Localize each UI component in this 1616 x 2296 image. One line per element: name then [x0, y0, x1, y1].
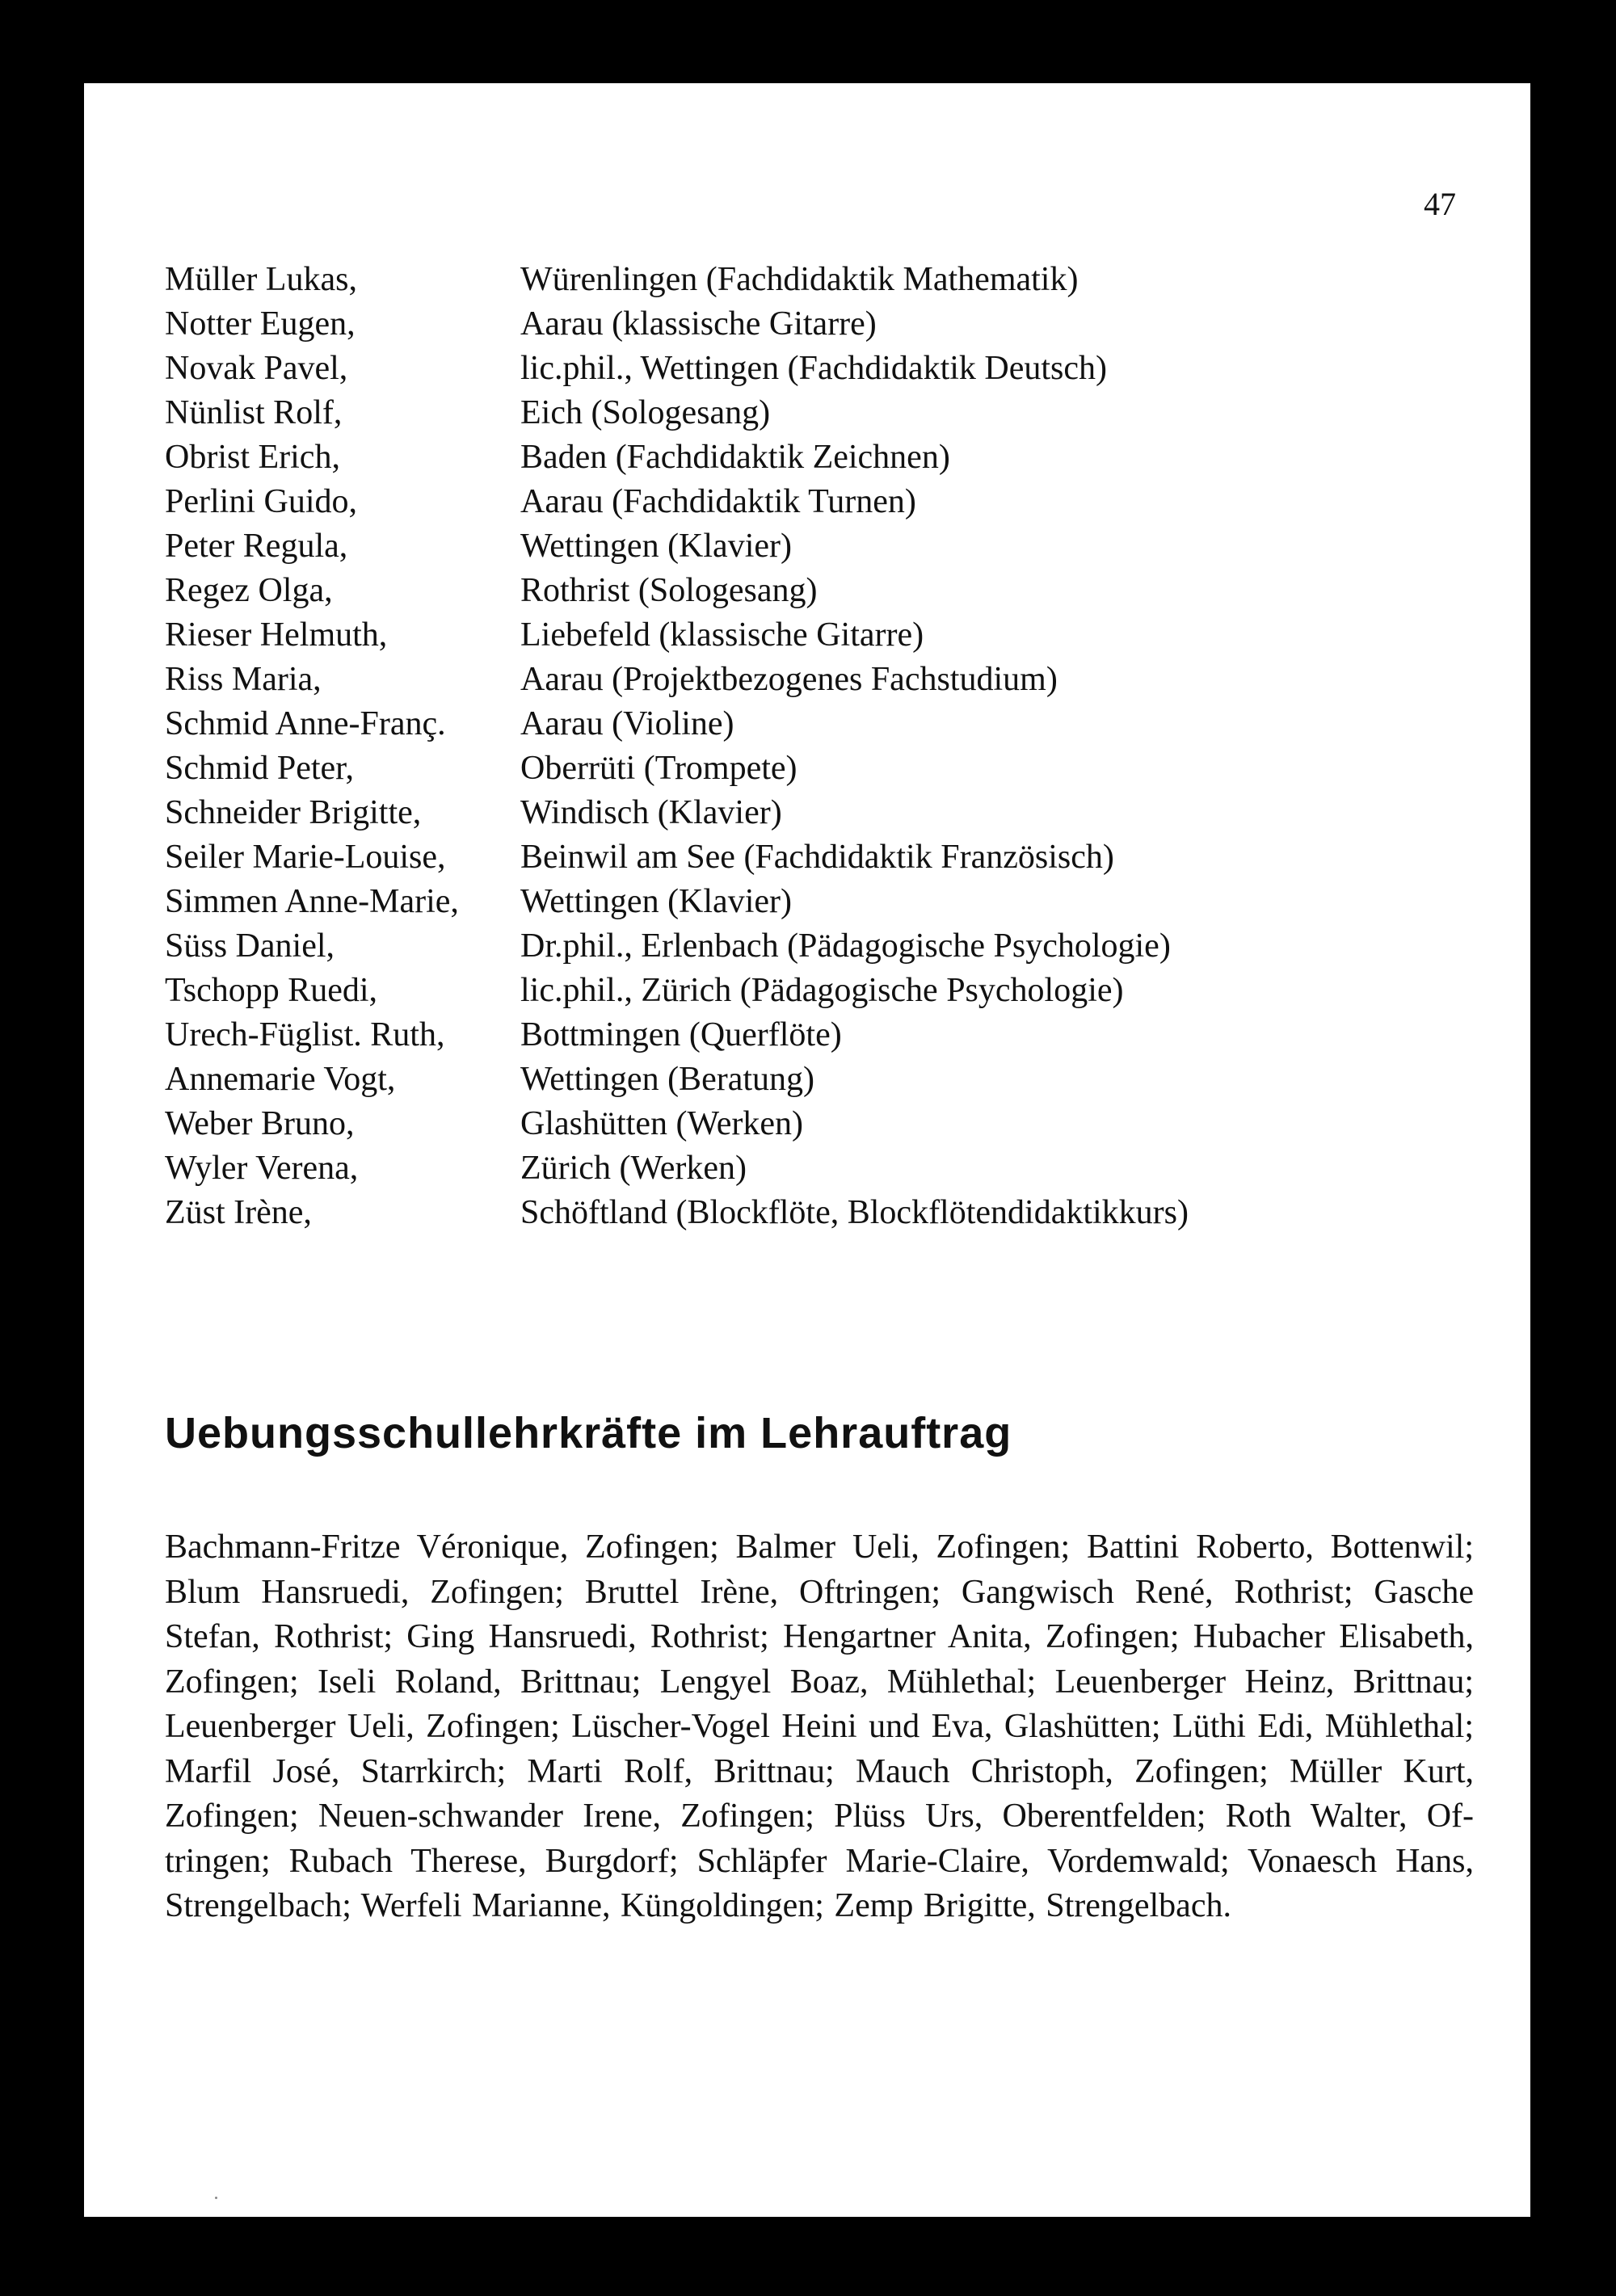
- roster-place: Aarau (Violine): [520, 704, 734, 742]
- roster-name: Urech-Füglist. Ruth,: [165, 1016, 445, 1053]
- roster-row: [165, 1101, 1474, 1146]
- roster-name: Schmid Anne-Franç.: [165, 704, 446, 742]
- document-page: [84, 83, 1530, 2217]
- page-number: 47: [1424, 186, 1456, 222]
- roster-place: Baden (Fachdidaktik Zeichnen): [520, 438, 950, 476]
- roster-row: [165, 612, 1474, 657]
- roster-row: [165, 746, 1474, 790]
- roster-name: Simmen Anne-Marie,: [165, 882, 459, 920]
- roster-row: [165, 835, 1474, 879]
- roster-name: Seiler Marie-Louise,: [165, 838, 446, 876]
- section-body: Bachmann-Fritze Véronique, Zofingen; Balmer Ueli, Zofingen; Battini Roberto, Bottenwil; Blum Hansruedi, Zofingen; Bruttel Irène, Oftringen; Gangwisch René, Rothrist; Gasche Stefan, Rothrist; Ging Hansruedi, Rothrist; Hengartner Anita, Zofingen; Hubacher Elisabeth, Zofingen; Iseli Roland, Brittnau; Lengyel Boaz, Mühlethal; Leuenberger Heinz, Brittnau; Leuenberger Ueli, Zofingen; Lüscher-Vogel Heini und Eva, Glashütten; Lüthi Edi, Mühlethal; Marfil José, Starrkirch; Marti Rolf, Brittnau; Mauch Christoph, Zofingen; Müller Kurt, Zofingen; Neuen-schwander Irene, Zofingen; Plüss Urs, Oberentfelden; Roth Walter, Of-tringen; Rubach Therese, Burgdorf; Schläpfer Marie-Claire, Vordemwald; Vonaesch Hans, Strengelbach; Werfeli Marianne, Küngoldingen; Zemp Brigitte, Strengelbach.: [165, 1529, 1474, 1924]
- roster-place: Liebefeld (klassische Gitarre): [520, 616, 924, 654]
- roster-place: Glashütten (Werken): [520, 1104, 803, 1142]
- roster-name: Süss Daniel,: [165, 927, 335, 965]
- roster-place: Aarau (Fachdidaktik Turnen): [520, 482, 916, 520]
- roster-row: [165, 346, 1474, 390]
- roster-row: [165, 1057, 1474, 1101]
- roster-place: Oberrüti (Trompete): [520, 749, 797, 787]
- roster-row: [165, 1190, 1474, 1234]
- roster-name: Novak Pavel,: [165, 349, 348, 387]
- roster-place: Aarau (klassische Gitarre): [520, 305, 877, 343]
- roster-row: [165, 968, 1474, 1012]
- roster-row: [165, 1012, 1474, 1057]
- roster-name: Wyler Verena,: [165, 1149, 359, 1187]
- roster-name: Rieser Helmuth,: [165, 616, 388, 654]
- roster-row: [165, 257, 1474, 301]
- roster-row: [165, 879, 1474, 923]
- roster-name: Perlini Guido,: [165, 482, 357, 520]
- roster-row: [165, 923, 1474, 968]
- roster-place: Beinwil am See (Fachdidaktik Französisch): [520, 838, 1114, 876]
- roster-row: [165, 701, 1474, 746]
- roster-name: Züst Irène,: [165, 1193, 312, 1231]
- roster-row: [165, 479, 1474, 524]
- roster-row: [165, 568, 1474, 612]
- roster-row: [165, 435, 1474, 479]
- roster-name: Notter Eugen,: [165, 305, 356, 343]
- roster-name: Annemarie Vogt,: [165, 1060, 396, 1098]
- roster-name: Regez Olga,: [165, 571, 333, 609]
- roster-place: Windisch (Klavier): [520, 793, 782, 831]
- teacher-roster: [165, 257, 1474, 1234]
- roster-place: Zürich (Werken): [520, 1149, 747, 1187]
- roster-place: lic.phil., Wettingen (Fachdidaktik Deutsch): [520, 349, 1108, 387]
- roster-name: Tschopp Ruedi,: [165, 971, 378, 1009]
- roster-row: [165, 390, 1474, 435]
- roster-place: lic.phil., Zürich (Pädagogische Psychologie): [520, 971, 1124, 1009]
- roster-place: Rothrist (Sologesang): [520, 571, 818, 609]
- roster-row: [165, 301, 1474, 346]
- roster-name: Schmid Peter,: [165, 749, 354, 787]
- roster-row: [165, 524, 1474, 568]
- section-heading: Uebungsschullehrkräfte im Lehrauftrag: [165, 1409, 1012, 1457]
- roster-place: Dr.phil., Erlenbach (Pädagogische Psychologie): [520, 927, 1171, 965]
- roster-place: Wettingen (Klavier): [520, 527, 792, 565]
- scan-speck: [215, 2197, 217, 2199]
- roster-row: [165, 1146, 1474, 1190]
- roster-name: Riss Maria,: [165, 660, 322, 698]
- roster-place: Aarau (Projektbezogenes Fachstudium): [520, 660, 1058, 698]
- roster-row: [165, 657, 1474, 701]
- roster-place: Schöftland (Blockflöte, Blockflötendidaktikkurs): [520, 1193, 1189, 1231]
- roster-place: Eich (Sologesang): [520, 393, 771, 431]
- roster-name: Peter Regula,: [165, 527, 348, 565]
- roster-place: Wettingen (Klavier): [520, 882, 792, 920]
- roster-name: Nünlist Rolf,: [165, 393, 343, 431]
- roster-row: [165, 790, 1474, 835]
- roster-name: Weber Bruno,: [165, 1104, 355, 1142]
- roster-name: Müller Lukas,: [165, 260, 357, 298]
- roster-place: Wettingen (Beratung): [520, 1060, 814, 1098]
- roster-place: Bottmingen (Querflöte): [520, 1016, 842, 1053]
- roster-name: Obrist Erich,: [165, 438, 340, 476]
- roster-name: Schneider Brigitte,: [165, 793, 422, 831]
- roster-place: Würenlingen (Fachdidaktik Mathematik): [520, 260, 1079, 298]
